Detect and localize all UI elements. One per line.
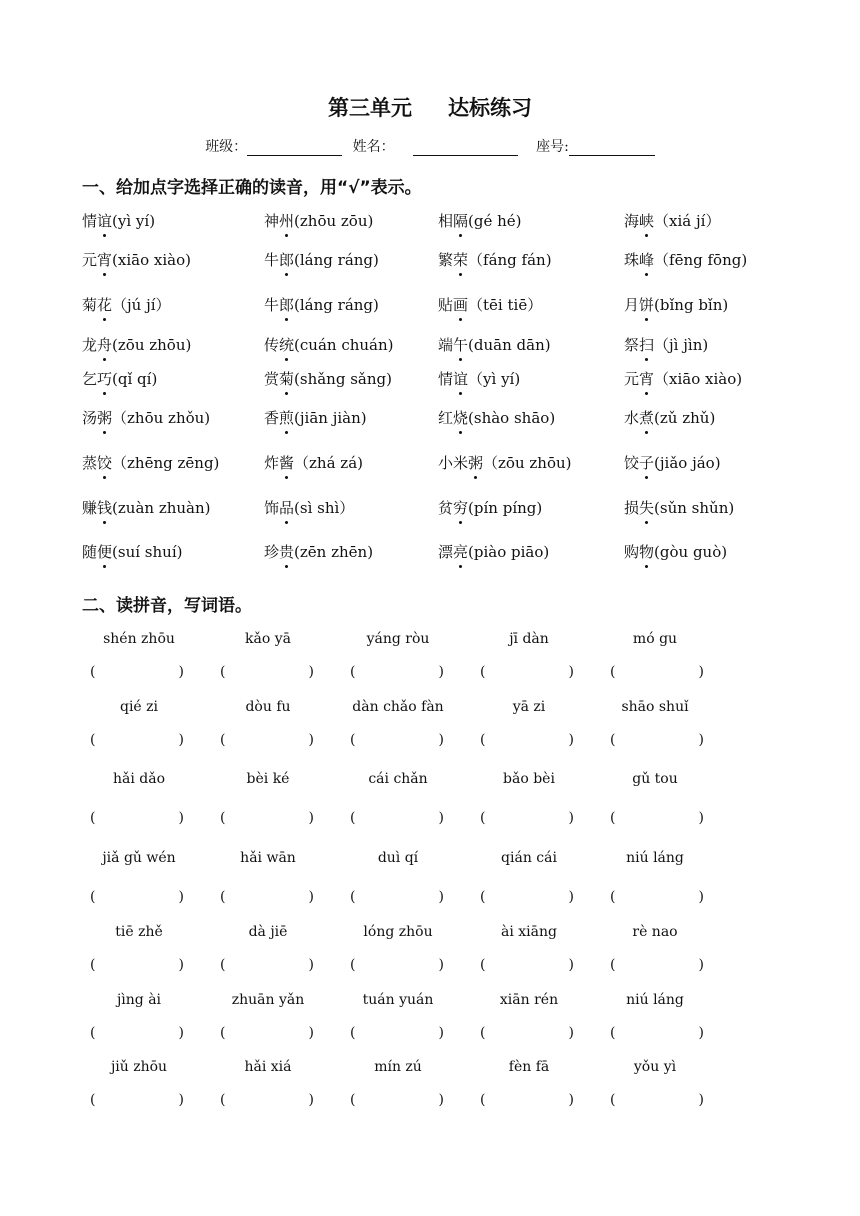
pinyin-options[interactable]: (sì shì） [294, 499, 355, 517]
word-plain: 情 [82, 212, 98, 230]
reading-item [624, 368, 742, 389]
dotted-character: 郎 [279, 296, 295, 314]
reading-item [264, 541, 373, 562]
pinyin-prompt: qián cái [501, 850, 557, 866]
word-plain: 牛 [264, 251, 280, 269]
word-plain: 月 [624, 296, 640, 314]
pinyin-prompt: duì qí [377, 850, 419, 866]
close-bracket: ) [438, 957, 444, 973]
close-bracket: ) [178, 1025, 184, 1041]
close-bracket: ) [568, 810, 574, 826]
open-bracket: ( [350, 810, 356, 826]
open-bracket: ( [90, 732, 96, 748]
reading-item [264, 368, 392, 389]
word-plain: 神 [264, 212, 280, 230]
pinyin-options[interactable]: （jì jìn) [654, 336, 709, 354]
close-bracket: ) [438, 664, 444, 680]
open-bracket: ( [350, 1092, 356, 1108]
open-bracket: ( [610, 889, 616, 905]
pinyin-prompt: jìng ài [116, 992, 162, 1008]
word-plain: 小米 [438, 454, 469, 472]
dotted-character: 钱 [97, 499, 113, 517]
open-bracket: ( [90, 810, 96, 826]
dotted-character: 物 [639, 543, 655, 561]
close-bracket: ) [438, 732, 444, 748]
open-bracket: ( [480, 957, 486, 973]
word-plain: 随 [82, 543, 98, 561]
dotted-character: 煮 [639, 409, 655, 427]
dotted-character: 统 [279, 336, 295, 354]
dotted-character: 扫 [639, 336, 655, 354]
reading-item [264, 210, 373, 231]
word-plain: 海 [624, 212, 640, 230]
pinyin-options[interactable]: (gòu guò) [654, 543, 728, 561]
open-bracket: ( [220, 889, 226, 905]
reading-item [264, 249, 379, 270]
reading-item [82, 210, 155, 231]
pinyin-options[interactable]: （tēi tiē） [468, 296, 543, 314]
word-plain: 祭 [624, 336, 640, 354]
pinyin-options[interactable]: (piào piāo) [468, 543, 550, 561]
close-bracket: ) [308, 889, 314, 905]
pinyin-prompt: dà jiē [248, 924, 288, 940]
dotted-character: 粥 [468, 454, 484, 472]
pinyin-prompt: yǒu yì [633, 1059, 677, 1075]
word-plain: 炸 [264, 454, 280, 472]
pinyin-prompt: bèi ké [246, 771, 290, 787]
dotted-character: 煎 [279, 409, 295, 427]
pinyin-options[interactable]: (shǎng sǎng) [294, 370, 392, 388]
pinyin-prompt: niú láng [626, 992, 684, 1008]
pinyin-options[interactable]: (zǔ zhǔ) [654, 409, 716, 427]
word-plain: 赏 [264, 370, 280, 388]
page-title [0, 92, 860, 122]
pinyin-prompt: hǎi xiá [244, 1059, 292, 1075]
word-plain: 牛 [264, 296, 280, 314]
pinyin-prompt: hǎi wān [240, 850, 296, 866]
close-bracket: ) [568, 957, 574, 973]
dotted-character: 舟 [97, 336, 113, 354]
reading-row [0, 294, 860, 318]
reading-item [624, 541, 727, 562]
word-plain: 损 [624, 499, 640, 517]
pinyin-prompt: zhuān yǎn [231, 992, 305, 1008]
pinyin-options[interactable]: （xiá jí） [654, 212, 721, 230]
word-plain: 购 [624, 543, 640, 561]
student-info [0, 136, 860, 156]
pinyin-prompt: cái chǎn [368, 771, 428, 787]
dotted-character: 烧 [453, 409, 469, 427]
pinyin-options[interactable]: (yì yí) [112, 212, 156, 230]
close-bracket: ) [698, 810, 704, 826]
name-label: 姓名： [352, 139, 395, 155]
reading-row [0, 497, 860, 521]
pinyin-options[interactable]: (suí shuí) [112, 543, 183, 561]
dotted-character: 穷 [453, 499, 469, 517]
close-bracket: ) [308, 732, 314, 748]
reading-row [0, 541, 860, 565]
pinyin-options[interactable]: (gé hé) [468, 212, 522, 230]
open-bracket: ( [610, 664, 616, 680]
close-bracket: ) [568, 1092, 574, 1108]
open-bracket: ( [220, 1092, 226, 1108]
close-bracket: ) [698, 1092, 704, 1108]
class-label: 班级： [205, 139, 248, 155]
pinyin-prompt: shāo shuǐ [621, 699, 689, 715]
pinyin-prompt: hǎi dǎo [112, 771, 166, 787]
pinyin-options[interactable]: (bǐng bǐn) [654, 296, 729, 314]
pinyin-prompt: tiē zhě [115, 924, 163, 940]
word-plain: 水 [624, 409, 640, 427]
reading-item [264, 407, 367, 428]
dotted-character: 隔 [453, 212, 469, 230]
open-bracket: ( [610, 732, 616, 748]
section2-heading: 二、读拼音，写词语。 [82, 596, 252, 616]
word-plain: 赚 [82, 499, 98, 517]
reading-item [264, 452, 363, 473]
dotted-character: 宵 [639, 370, 655, 388]
close-bracket: ) [568, 1025, 574, 1041]
pinyin-options[interactable]: (xiāo xiào) [112, 251, 191, 269]
dotted-character: 粥 [97, 409, 113, 427]
close-bracket: ) [438, 1092, 444, 1108]
close-bracket: ) [438, 889, 444, 905]
pinyin-prompt: mó gu [632, 631, 678, 647]
close-bracket: ) [698, 889, 704, 905]
pinyin-options[interactable]: (zōu zhōu) [112, 336, 192, 354]
pinyin-prompt: dòu fu [245, 699, 291, 715]
close-bracket: ) [698, 957, 704, 973]
open-bracket: ( [350, 1025, 356, 1041]
word-plain: 菊 [82, 296, 98, 314]
pinyin-options[interactable]: （zhōu zhǒu) [112, 409, 211, 427]
pinyin-prompt: lóng zhōu [363, 924, 433, 940]
seat-blank[interactable] [569, 141, 655, 156]
pinyin-options[interactable]: (sǔn shǔn) [654, 499, 735, 517]
dotted-character: 谊 [453, 370, 469, 388]
word-plain: 红 [438, 409, 454, 427]
word-plain: 繁 [438, 251, 454, 269]
pinyin-prompt: mín zú [374, 1059, 422, 1075]
reading-item [624, 294, 728, 315]
pinyin-prompt: yā zi [512, 699, 546, 715]
word-plain: 贫 [438, 499, 454, 517]
word-plain: 元 [82, 251, 98, 269]
word-plain: 漂 [438, 543, 454, 561]
close-bracket: ) [308, 1025, 314, 1041]
open-bracket: ( [350, 957, 356, 973]
reading-row [0, 334, 860, 358]
section1-heading: 一、给加点字选择正确的读音，用“√”表示。 [82, 178, 422, 198]
word-plain: 饰 [264, 499, 280, 517]
pinyin-options[interactable]: （jú jí） [112, 296, 171, 314]
word-plain: 传 [264, 336, 280, 354]
open-bracket: ( [220, 732, 226, 748]
reading-item [624, 334, 708, 355]
open-bracket: ( [480, 732, 486, 748]
reading-item [438, 210, 522, 231]
close-bracket: ) [698, 732, 704, 748]
dotted-character: 巧 [97, 370, 113, 388]
dotted-character: 亮 [453, 543, 469, 561]
dotted-character: 便 [97, 543, 113, 561]
pinyin-options[interactable]: (qǐ qí) [112, 370, 158, 388]
pinyin-prompt: yáng ròu [366, 631, 430, 647]
open-bracket: ( [480, 889, 486, 905]
reading-item [82, 368, 157, 389]
word-plain: 蒸 [82, 454, 98, 472]
title-unit: 第三单元 [328, 96, 412, 120]
close-bracket: ) [568, 889, 574, 905]
word-plain: 汤 [82, 409, 98, 427]
reading-item [264, 497, 354, 518]
open-bracket: ( [480, 1025, 486, 1041]
reading-item [438, 452, 572, 473]
reading-item [438, 541, 549, 562]
pinyin-prompt: xiān rén [499, 992, 559, 1008]
close-bracket: ) [308, 810, 314, 826]
dotted-character: 失 [639, 499, 655, 517]
close-bracket: ) [568, 732, 574, 748]
pinyin-options[interactable]: (láng ráng) [294, 251, 379, 269]
open-bracket: ( [610, 1025, 616, 1041]
reading-item [624, 407, 715, 428]
open-bracket: ( [480, 664, 486, 680]
close-bracket: ) [308, 664, 314, 680]
word-plain: 香 [264, 409, 280, 427]
dotted-character: 饼 [639, 296, 655, 314]
pinyin-options[interactable]: （fáng fán) [468, 251, 552, 269]
dotted-character: 荣 [453, 251, 469, 269]
pinyin-options[interactable]: (zuàn zhuàn) [112, 499, 211, 517]
open-bracket: ( [220, 810, 226, 826]
reading-item [624, 452, 721, 473]
pinyin-prompt: rè nao [632, 924, 678, 940]
close-bracket: ) [178, 957, 184, 973]
open-bracket: ( [350, 664, 356, 680]
reading-item [264, 294, 379, 315]
pinyin-prompt: shén zhōu [103, 631, 175, 647]
pinyin-prompt: qié zi [119, 699, 159, 715]
close-bracket: ) [178, 732, 184, 748]
pinyin-options[interactable]: （yì yí) [468, 370, 521, 388]
word-plain: 饺 [624, 454, 640, 472]
word-plain: 贴 [438, 296, 454, 314]
dotted-character: 画 [453, 296, 469, 314]
pinyin-options[interactable]: (zhōu zōu) [294, 212, 374, 230]
pinyin-options[interactable]: (jiǎo jáo) [654, 454, 721, 472]
reading-row [0, 368, 860, 392]
reading-item [82, 294, 171, 315]
pinyin-options[interactable]: （xiāo xiào) [654, 370, 743, 388]
reading-item [438, 368, 520, 389]
dotted-character: 品 [279, 499, 295, 517]
pinyin-options[interactable]: (láng ráng) [294, 296, 379, 314]
pinyin-options[interactable]: (cuán chuán) [294, 336, 394, 354]
reading-row [0, 210, 860, 234]
close-bracket: ) [178, 889, 184, 905]
close-bracket: ) [308, 1092, 314, 1108]
open-bracket: ( [350, 889, 356, 905]
reading-item [624, 497, 734, 518]
open-bracket: ( [220, 664, 226, 680]
word-plain: 相 [438, 212, 454, 230]
word-plain: 元 [624, 370, 640, 388]
seat-label: 座号: [536, 139, 569, 155]
name-blank[interactable] [413, 141, 518, 156]
close-bracket: ) [308, 957, 314, 973]
reading-item [82, 452, 219, 473]
dotted-character: 午 [453, 336, 469, 354]
dotted-character: 饺 [97, 454, 113, 472]
open-bracket: ( [480, 810, 486, 826]
reading-row [0, 452, 860, 476]
dotted-character: 贵 [279, 543, 295, 561]
open-bracket: ( [220, 957, 226, 973]
pinyin-prompt: fèn fā [508, 1059, 550, 1075]
reading-item [264, 334, 394, 355]
pinyin-prompt: jiǔ zhōu [110, 1059, 168, 1075]
pinyin-options[interactable]: (jiān jiàn) [294, 409, 367, 427]
dotted-character: 峡 [639, 212, 655, 230]
close-bracket: ) [438, 810, 444, 826]
reading-item [438, 294, 542, 315]
pinyin-prompt: bǎo bèi [503, 771, 555, 787]
pinyin-options[interactable]: (duān dān) [468, 336, 551, 354]
pinyin-options[interactable]: (zēn zhēn) [294, 543, 374, 561]
word-plain: 乞 [82, 370, 98, 388]
close-bracket: ) [698, 664, 704, 680]
open-bracket: ( [90, 664, 96, 680]
dotted-character: 峰 [639, 251, 655, 269]
word-plain: 情 [438, 370, 454, 388]
word-plain: 端 [438, 336, 454, 354]
class-blank[interactable] [247, 141, 342, 156]
pinyin-options[interactable]: （zhá zá) [294, 454, 364, 472]
open-bracket: ( [610, 1092, 616, 1108]
close-bracket: ) [178, 810, 184, 826]
word-plain: 珍 [264, 543, 280, 561]
open-bracket: ( [610, 810, 616, 826]
dotted-character: 宵 [97, 251, 113, 269]
pinyin-options[interactable]: （zōu zhōu) [483, 454, 572, 472]
pinyin-options[interactable]: (pín píng) [468, 499, 543, 517]
pinyin-prompt: kǎo yā [245, 631, 291, 647]
dotted-character: 菊 [279, 370, 295, 388]
reading-item [438, 334, 551, 355]
reading-item [438, 249, 552, 270]
reading-item [82, 407, 210, 428]
pinyin-prompt: ài xiāng [501, 924, 557, 940]
pinyin-prompt: jiǎ gǔ wén [102, 850, 176, 866]
close-bracket: ) [568, 664, 574, 680]
pinyin-prompt: niú láng [626, 850, 684, 866]
pinyin-prompt: jī dàn [509, 631, 549, 647]
dotted-character: 子 [639, 454, 655, 472]
dotted-character: 州 [279, 212, 295, 230]
close-bracket: ) [178, 664, 184, 680]
pinyin-options[interactable]: (shào shāo) [468, 409, 556, 427]
title-practice: 达标练习 [448, 96, 532, 120]
open-bracket: ( [90, 1092, 96, 1108]
open-bracket: ( [480, 1092, 486, 1108]
close-bracket: ) [698, 1025, 704, 1041]
reading-item [82, 497, 211, 518]
reading-row [0, 249, 860, 273]
pinyin-options[interactable]: （fēng fōng) [654, 251, 748, 269]
open-bracket: ( [90, 889, 96, 905]
reading-item [82, 334, 191, 355]
dotted-character: 花 [97, 296, 113, 314]
open-bracket: ( [90, 957, 96, 973]
reading-item [438, 497, 542, 518]
close-bracket: ) [438, 1025, 444, 1041]
pinyin-prompt: gǔ tou [632, 771, 678, 787]
open-bracket: ( [610, 957, 616, 973]
reading-item [624, 210, 720, 231]
reading-row [0, 407, 860, 431]
word-plain: 龙 [82, 336, 98, 354]
pinyin-options[interactable]: （zhēng zēng) [112, 454, 220, 472]
open-bracket: ( [220, 1025, 226, 1041]
pinyin-prompt: dàn chǎo fàn [352, 699, 444, 715]
open-bracket: ( [90, 1025, 96, 1041]
pinyin-prompt: tuán yuán [362, 992, 434, 1008]
close-bracket: ) [178, 1092, 184, 1108]
dotted-character: 酱 [279, 454, 295, 472]
reading-item [624, 249, 747, 270]
open-bracket: ( [350, 732, 356, 748]
reading-item [82, 249, 191, 270]
dotted-character: 郎 [279, 251, 295, 269]
reading-item [438, 407, 555, 428]
word-plain: 珠 [624, 251, 640, 269]
reading-item [82, 541, 182, 562]
dotted-character: 谊 [97, 212, 113, 230]
